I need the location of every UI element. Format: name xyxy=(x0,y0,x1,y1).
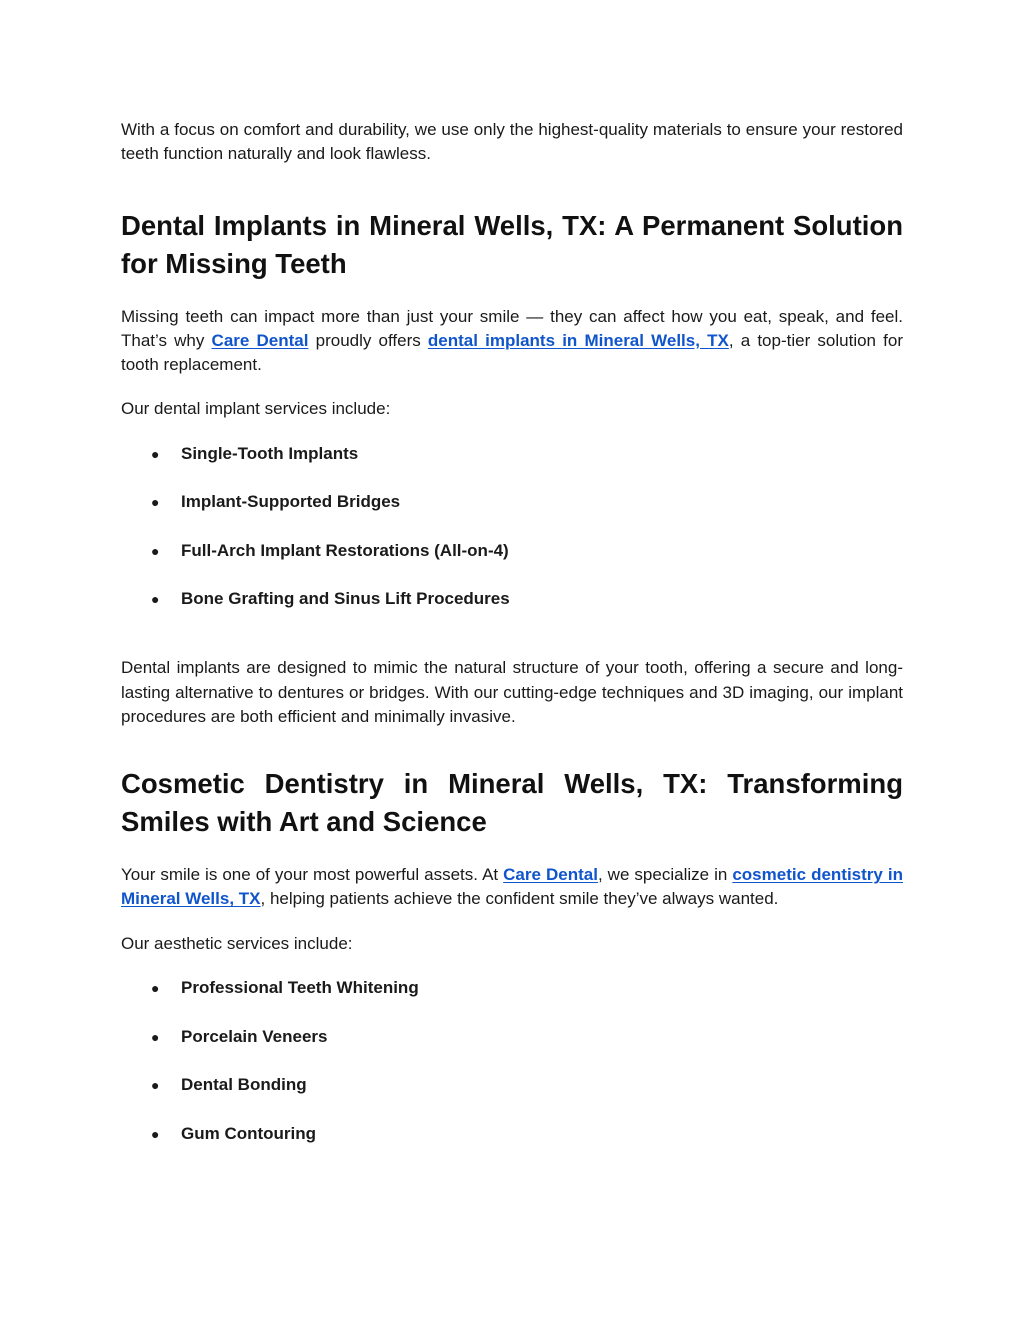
implants-paragraph xyxy=(121,305,903,378)
bullet-icon: ● xyxy=(151,1125,160,1142)
implants-services-intro: Our dental implant services include: xyxy=(121,399,391,419)
dental-implants-link[interactable]: dental implants in Mineral Wells, TX xyxy=(427,330,729,350)
implants-text-2: proudly offers xyxy=(308,330,428,350)
list-item-label: Dental Bonding xyxy=(181,1075,307,1095)
bullet-icon: ● xyxy=(151,1077,160,1094)
list-item xyxy=(121,1122,903,1146)
list-item xyxy=(121,587,903,611)
implants-services-list xyxy=(121,442,903,612)
cosmetic-text-2: , we specialize in xyxy=(597,865,733,885)
list-item-label: Professional Teeth Whitening xyxy=(181,978,419,998)
cosmetic-paragraph xyxy=(121,863,903,912)
care-dental-link[interactable]: Care Dental xyxy=(211,330,309,350)
cosmetic-services-list xyxy=(121,976,903,1146)
cosmetic-text-1: Your smile is one of your most powerful assets. At xyxy=(121,865,504,885)
cosmetic-heading: Cosmetic Dentistry in Mineral Wells, TX: Transforming Smiles with Art and Science xyxy=(121,768,903,838)
implants-heading: Dental Implants in Mineral Wells, TX: A Permanent Solution for Missing Teeth xyxy=(121,209,903,279)
list-item-label: Bone Grafting and Sinus Lift Procedures xyxy=(181,589,510,609)
bullet-icon: ● xyxy=(151,445,160,462)
list-item-label: Porcelain Veneers xyxy=(181,1026,328,1046)
intro-paragraph: With a focus on comfort and durability, we use only the highest-quality materials to ensure your restored teeth function naturally and look flawless. xyxy=(121,120,903,164)
list-item-label: Single-Tooth Implants xyxy=(181,443,359,463)
list-item xyxy=(121,442,903,466)
list-item xyxy=(121,1025,903,1049)
bullet-icon: ● xyxy=(151,1028,160,1045)
list-item-label: Full-Arch Implant Restorations (All-on-4) xyxy=(181,540,509,560)
implants-text-3: , a top-tier solution for tooth replacement. xyxy=(121,330,903,375)
implants-text-1: Missing teeth can impact more than just your smile — they can affect how you eat, speak, and feel. That’s why xyxy=(121,306,903,350)
bullet-icon: ● xyxy=(151,591,160,608)
list-item-label: Implant-Supported Bridges xyxy=(181,492,401,512)
cosmetic-text-3: , helping patients achieve the confident smile they’ve always wanted. xyxy=(260,889,779,909)
list-item-label: Gum Contouring xyxy=(181,1123,317,1143)
implants-closing-paragraph: Dental implants are designed to mimic the natural structure of your tooth, offering a secure and long-lasting alternative to dentures or bridges. With our cutting-edge techniques and 3D imaging, our implant procedures are both efficient and minimally invasive. xyxy=(121,658,903,726)
document-page xyxy=(121,118,903,1146)
bullet-icon: ● xyxy=(151,542,160,559)
list-item xyxy=(121,539,903,563)
cosmetic-services-intro: Our aesthetic services include: xyxy=(121,933,353,953)
bullet-icon: ● xyxy=(151,494,160,511)
cosmetic-dentistry-link[interactable]: cosmetic dentistry in Mineral Wells, TX xyxy=(121,865,903,909)
list-item xyxy=(121,1073,903,1097)
bullet-icon: ● xyxy=(151,980,160,997)
care-dental-link[interactable]: Care Dental xyxy=(503,865,598,885)
list-item xyxy=(121,490,903,514)
list-item xyxy=(121,976,903,1000)
